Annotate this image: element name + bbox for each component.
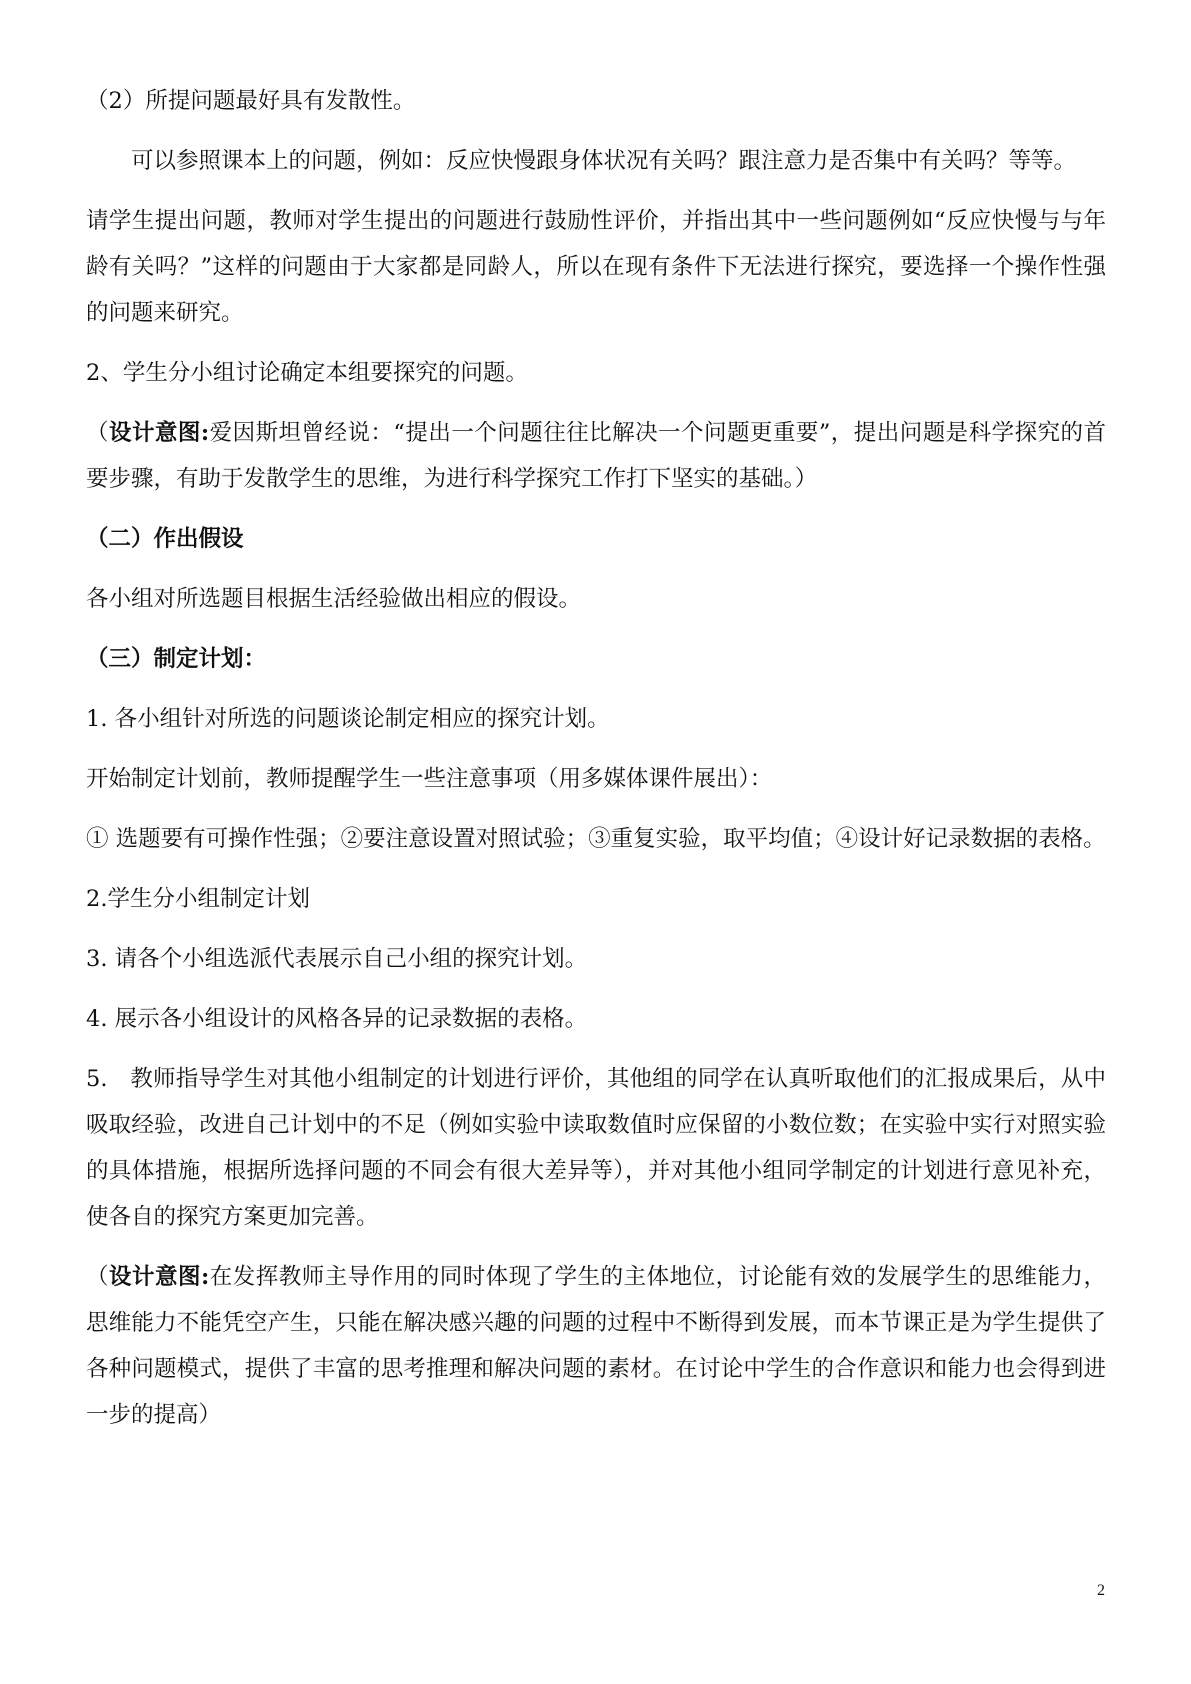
paragraph-plan-step-5: 5. 教师指导学生对其他小组制定的计划进行评价，其他组的同学在认真听取他们的汇报成果后，从中吸取经验，改进自己计划中的不足（例如实验中读取数值时应保留的小数位数；在实验中实行对照实验的具体措施，根据所选择问题的不同会有很大差异等），并对其他小组同学制定的计划进行意见补充，使各自的探究方案更加完善。 — [86, 1066, 1106, 1230]
design-intent-label: 设计意图: — [109, 1264, 210, 1290]
section-heading-hypothesis: （二）作出假设 — [86, 526, 244, 552]
paragraph-hypothesis: 各小组对所选题目根据生活经验做出相应的假设。 — [86, 586, 582, 612]
design-intent-text: 爱因斯坦曾经说：“提出一个问题往往比解决一个问题更重要”，提出问题是科学探究的首要步骤，有助于发散学生的思维，为进行科学探究工作打下坚实的基础。） — [86, 420, 1106, 492]
paragraph-textbook-examples: 可以参照课本上的问题，例如：反应快慢跟身体状况有关吗？跟注意力是否集中有关吗？等等。 — [131, 148, 1077, 174]
paragraph-plan-step-2: 2.学生分小组制定计划 — [86, 886, 310, 912]
paragraph-plan-step-1: 1. 各小组针对所选的问题谈论制定相应的探究计划。 — [86, 706, 610, 732]
design-intent-open-paren: （ — [86, 1264, 109, 1290]
paragraph-group-discussion: 2、学生分小组讨论确定本组要探究的问题。 — [86, 360, 528, 386]
paragraph-plan-notice: 开始制定计划前，教师提醒学生一些注意事项（用多媒体课件展出）： — [86, 766, 773, 792]
design-intent-text: 在发挥教师主导作用的同时体现了学生的主体地位，讨论能有效的发展学生的思维能力，思维能力不能凭空产生，只能在解决感兴趣的问题的过程中不断得到发展，而本节课正是为学生提供了各种问题模式，提供了丰富的思考推理和解决问题的素材。在讨论中学生的合作意识和能力也会得到进一步的提高） — [86, 1264, 1106, 1428]
paragraph-design-intent-1 — [86, 410, 1106, 502]
paragraph-design-intent-2 — [86, 1254, 1106, 1438]
paragraph-students-ask-questions: 请学生提出问题，教师对学生提出的问题进行鼓励性评价，并指出其中一些问题例如“反应快慢与与年龄有关吗？”这样的问题由于大家都是同龄人，所以在现有条件下无法进行探究，要选择一个操作性强的问题来研究。 — [86, 208, 1106, 326]
page-content — [86, 78, 1106, 1452]
paragraph-divergent-questions: （2）所提问题最好具有发散性。 — [86, 88, 416, 114]
page-number: 2 — [1097, 1582, 1105, 1599]
paragraph-plan-step-4: 4. 展示各小组设计的风格各异的记录数据的表格。 — [86, 1006, 588, 1032]
section-heading-plan: （三）制定计划： — [86, 646, 267, 672]
design-intent-label: 设计意图: — [108, 420, 210, 446]
paragraph-plan-notes-list: ① 选题要有可操作性强；②要注意设置对照试验；③重复实验，取平均值；④设计好记录数据的表格。 — [86, 826, 1106, 852]
paragraph-plan-step-3: 3. 请各个小组选派代表展示自己小组的探究计划。 — [86, 946, 588, 972]
design-intent-open-paren: （ — [86, 420, 109, 446]
